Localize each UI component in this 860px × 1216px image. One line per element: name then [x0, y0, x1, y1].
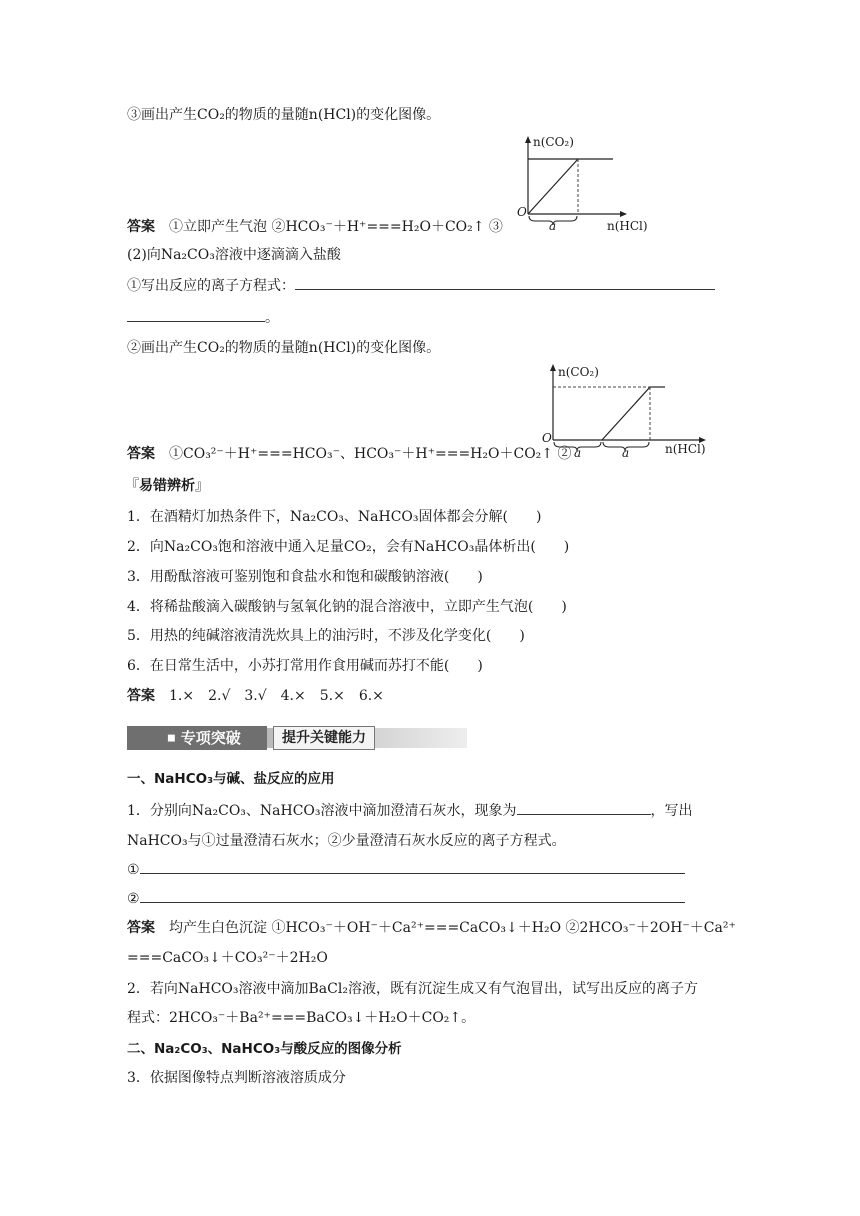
y-axis-arrow [550, 364, 556, 371]
xlabel-2: n(HCl) [665, 442, 706, 456]
part-2-q1: ①写出反应的离子方程式： [127, 276, 715, 296]
q2-line-2: 程式：2HCO₃⁻＋Ba²⁺===BaCO₃↓＋H₂O＋CO₂↑。 [127, 1010, 476, 1026]
part-2-heading: (2)向Na₂CO₃溶液中逐滴滴入盐酸 [127, 247, 341, 263]
q1-line-1: 1．分别向Na₂CO₃、NaHCO₃溶液中滴加澄清石灰水，现象为 ，写出 [127, 803, 693, 819]
heading-2: 二、Na₂CO₃、NaHCO₃与酸反应的图像分析 [127, 1041, 402, 1057]
item-3: 3．用酚酞溶液可鉴别饱和食盐水和饱和碳酸钠溶液( ) [127, 569, 483, 585]
x-axis-arrow [620, 211, 627, 217]
part-2-q1-cont: 。 [127, 308, 279, 328]
q3-line: 3．依据图像特点判断溶液溶质成分 [127, 1070, 346, 1086]
answer-4a: 答案 均产生白色沉淀 ①HCO₃⁻＋OH⁻＋Ca²⁺===CaCO₃↓＋H₂O ②2HCO₃⁻＋2OH⁻＋Ca²⁺ [127, 920, 736, 936]
part-2-q2: ②画出产生CO₂的物质的量随n(HCl)的变化图像。 [127, 340, 441, 356]
answer-1: 答案 ①立即产生气泡 ②HCO₃⁻＋H⁺===H₂O＋CO₂↑ ③ [127, 219, 503, 235]
q1-line-2: NaHCO₃与①过量澄清石灰水；②少量澄清石灰水反应的离子方程式。 [127, 833, 566, 849]
answer-4b: ===CaCO₃↓＋CO₃²⁻＋2H₂O [127, 950, 328, 966]
q2-line-1: 2．若向NaHCO₃溶液中滴加BaCl₂溶液，既有沉淀生成又有气泡冒出，试写出反应的离子方 [127, 981, 698, 997]
answer-blank-3[interactable] [517, 801, 651, 815]
brace-label-a: a [549, 219, 557, 232]
brace-label-a-2: a [622, 446, 630, 460]
answer-blank-5[interactable] [140, 889, 685, 903]
y-axis-arrow [525, 136, 531, 143]
ylabel-2: n(CO₂) [558, 365, 599, 379]
section-title: 『易错辨析』 [125, 478, 209, 494]
rise-line [528, 159, 578, 214]
answer-blank-1[interactable] [295, 276, 715, 290]
banner-right: 提升关键能力 [273, 726, 375, 750]
item-2: 2．向Na₂CO₃饱和溶液中通入足量CO₂，会有NaHCO₃晶体析出( ) [127, 539, 570, 555]
q1-line-4: ② [127, 889, 685, 909]
section-banner [127, 724, 467, 752]
rise-line [602, 387, 650, 440]
heading-1: 一、NaHCO₃与碱、盐反应的应用 [127, 771, 335, 787]
brace-label-a-1: a [574, 446, 582, 460]
item-5: 5．用热的纯碱溶液清洗炊具上的油污时，不涉及化学变化( ) [127, 628, 525, 644]
item-6: 6．在日常生活中，小苏打常用作食用碱而苏打不能( ) [127, 658, 483, 674]
item-1: 1．在酒精灯加热条件下，Na₂CO₃、NaHCO₃固体都会分解( ) [127, 509, 542, 525]
answer-blank-2[interactable] [127, 308, 265, 322]
answer-blank-4[interactable] [140, 860, 685, 874]
banner-left: ■ 专项突破 [167, 729, 241, 747]
co2-vs-hcl-chart-1 [515, 132, 665, 232]
answer-3: 答案 1.× 2.√ 3.√ 4.× 5.× 6.× [127, 688, 384, 704]
item-4: 4．将稀盐酸滴入碳酸钠与氢氧化钠的混合溶液中，立即产生气泡( ) [127, 599, 567, 615]
origin-label: O [542, 431, 552, 445]
q1-line-3: ① [127, 860, 685, 880]
ylabel-1: n(CO₂) [533, 135, 574, 149]
question-3-draw: ③画出产生CO₂的物质的量随n(HCl)的变化图像。 [127, 107, 441, 123]
xlabel-1: n(HCl) [607, 219, 648, 232]
origin-label: O [517, 205, 527, 219]
answer-2: 答案 ①CO₃²⁻＋H⁺===HCO₃⁻、HCO₃⁻＋H⁺===H₂O＋CO₂↑ ② [127, 446, 572, 462]
